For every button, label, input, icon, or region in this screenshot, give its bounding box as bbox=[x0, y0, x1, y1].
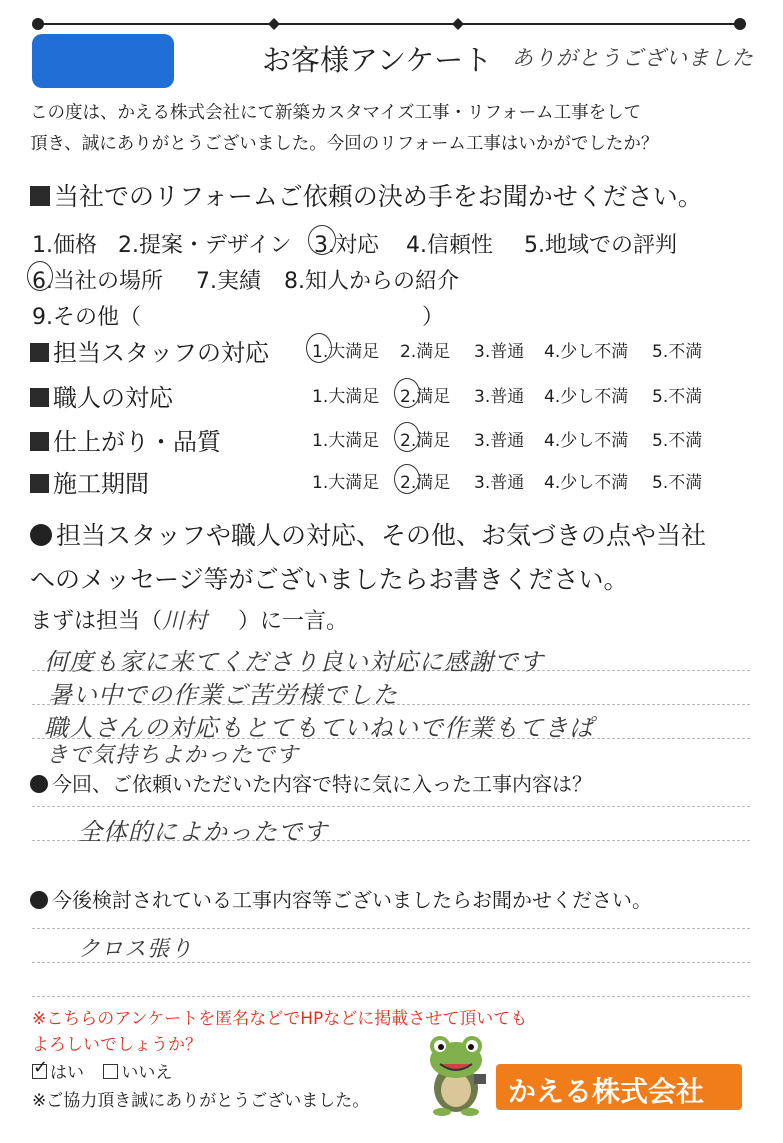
q-favorite-answer: 全体的によかったです bbox=[78, 818, 328, 846]
q-future-heading bbox=[30, 884, 652, 913]
rating-option: 5.不満 bbox=[652, 387, 703, 407]
staff-line bbox=[30, 604, 348, 635]
writing-rule bbox=[32, 928, 750, 929]
message-heading-1 bbox=[30, 516, 706, 552]
rating-row-label-text: 仕上がり・品質 bbox=[53, 428, 221, 456]
circle-bullet-icon bbox=[30, 775, 48, 793]
message-heading-text-1: 担当スタッフや職人の対応、その他、お気づきの点や当社 bbox=[56, 521, 707, 550]
rating-option: 1.大満足 bbox=[312, 387, 380, 407]
consent-question-2: よろしいでしょうか？ bbox=[32, 1035, 202, 1055]
q1-option-1: 1.価格 bbox=[32, 233, 97, 258]
square-bullet-icon bbox=[30, 343, 49, 362]
rating-row-label bbox=[30, 422, 221, 457]
consent-no-checkbox[interactable] bbox=[103, 1063, 121, 1083]
q1-option-8: 8.知人からの紹介 bbox=[284, 269, 459, 294]
writing-rule bbox=[32, 806, 750, 807]
q1-option-4: 4.信頼性 bbox=[406, 233, 493, 258]
circle-bullet-icon bbox=[30, 524, 52, 546]
rating-row-label bbox=[30, 333, 269, 368]
q1-option-6: 6.当社の場所 bbox=[32, 269, 163, 294]
rating-option: 5.不満 bbox=[652, 342, 703, 362]
rating-option: 2.満足 bbox=[400, 387, 451, 407]
consent-no-label: いいえ bbox=[121, 1063, 173, 1083]
q1-option-7: 7.実績 bbox=[196, 269, 261, 294]
rating-option: 2.満足 bbox=[400, 342, 451, 362]
square-bullet-icon bbox=[30, 388, 49, 407]
page-title: お客様アンケート bbox=[262, 43, 493, 77]
q-future-heading-text: 今後検討されている工事内容等ございましたらお聞かせください。 bbox=[52, 888, 652, 912]
rating-option: 1.大満足 bbox=[312, 342, 380, 362]
message-heading-2: へのメッセージ等がございましたらお書きください。 bbox=[30, 565, 629, 594]
rating-option: 5.不満 bbox=[652, 431, 703, 451]
consent-yes-checkbox[interactable] bbox=[32, 1057, 50, 1083]
message-handwriting-2: 暑い中での作業ご苦労様でした bbox=[48, 681, 398, 709]
q1-circle-mark bbox=[27, 261, 53, 291]
q1-option-5: 5.地域での評判 bbox=[524, 233, 677, 258]
check-mark-icon: ✓ bbox=[33, 1057, 49, 1078]
rating-row-label-text: 職人の対応 bbox=[53, 384, 173, 412]
checkbox-icon bbox=[103, 1064, 118, 1079]
staff-suffix: ）に一言。 bbox=[238, 609, 349, 634]
q-future-answer: クロス張り bbox=[78, 937, 194, 962]
consent-thanks: ※ご協力頂き誠にありがとうございました。 bbox=[32, 1091, 370, 1111]
rating-option: 4.少し不満 bbox=[544, 473, 629, 493]
rating-row-label bbox=[30, 464, 149, 499]
rating-option: 1.大満足 bbox=[312, 431, 380, 451]
rating-selected-circle bbox=[394, 422, 420, 452]
rating-option: 3.普通 bbox=[474, 387, 525, 407]
rating-option: 5.不満 bbox=[652, 473, 703, 493]
q-favorite-heading-text: 今回、ご依頼いただいた内容で特に気に入った工事内容は？ bbox=[52, 772, 592, 796]
consent-question-1: ※こちらのアンケートを匿名などでHPなどに掲載させて頂いても bbox=[32, 1009, 528, 1029]
redaction-block bbox=[32, 34, 174, 88]
rating-row-label bbox=[30, 378, 173, 413]
ornamental-border bbox=[28, 12, 752, 36]
staff-prefix: まずは担当（ bbox=[30, 609, 163, 634]
rating-option: 4.少し不満 bbox=[544, 342, 629, 362]
rating-option: 2.満足 bbox=[400, 473, 451, 493]
rating-selected-circle bbox=[394, 378, 420, 408]
q1-option-9: 9.その他（ bbox=[32, 305, 141, 330]
rating-option: 3.普通 bbox=[474, 342, 525, 362]
rating-option: 2.満足 bbox=[400, 431, 451, 451]
q1-option-2: 2.提案・デザイン bbox=[118, 233, 292, 258]
square-bullet-icon bbox=[30, 432, 49, 451]
square-bullet-icon bbox=[30, 474, 49, 493]
q1-option-9-close: ） bbox=[422, 305, 445, 330]
q1-option-3: 3.対応 bbox=[314, 233, 379, 258]
q1-circle-mark bbox=[308, 225, 336, 255]
message-handwriting-4: きで気持ちよかったです bbox=[46, 743, 300, 768]
q-favorite-heading bbox=[30, 768, 592, 797]
intro-line-1: この度は、かえる株式会社にて新築カスタマイズ工事・リフォーム工事をして bbox=[30, 103, 642, 123]
rating-option: 3.普通 bbox=[474, 473, 525, 493]
rating-option: 3.普通 bbox=[474, 431, 525, 451]
rating-option: 4.少し不満 bbox=[544, 431, 629, 451]
consent-options bbox=[32, 1058, 172, 1083]
writing-rule bbox=[32, 996, 750, 997]
rating-row-label-text: 施工期間 bbox=[53, 470, 149, 498]
rating-selected-circle bbox=[394, 464, 420, 494]
message-handwriting-1: 何度も家に来てくださり良い対応に感謝です bbox=[44, 648, 544, 676]
handwritten-thanks: ありがとうございました bbox=[512, 46, 754, 70]
rating-selected-circle bbox=[306, 333, 332, 363]
q1-heading-text: 当社でのリフォームご依頼の決め手をお聞かせください。 bbox=[54, 182, 703, 211]
rating-row-label-text: 担当スタッフの対応 bbox=[53, 339, 269, 367]
consent-yes-label: はい bbox=[50, 1063, 84, 1083]
q1-heading bbox=[30, 177, 703, 213]
staff-name: 川村 bbox=[162, 609, 209, 634]
square-bullet-icon bbox=[30, 186, 50, 206]
frog-mascot-icon bbox=[420, 1032, 492, 1116]
intro-line-2: 頂き、誠にありがとうございました。今回のリフォーム工事はいかがでしたか？ bbox=[30, 134, 659, 154]
rating-option: 1.大満足 bbox=[312, 473, 380, 493]
rating-option: 4.少し不満 bbox=[544, 387, 629, 407]
brand-name: かえる株式会社 bbox=[508, 1075, 705, 1108]
message-handwriting-3: 職人さんの対応もとてもていねいで作業もてきぱ bbox=[44, 714, 594, 742]
circle-bullet-icon bbox=[30, 891, 48, 909]
